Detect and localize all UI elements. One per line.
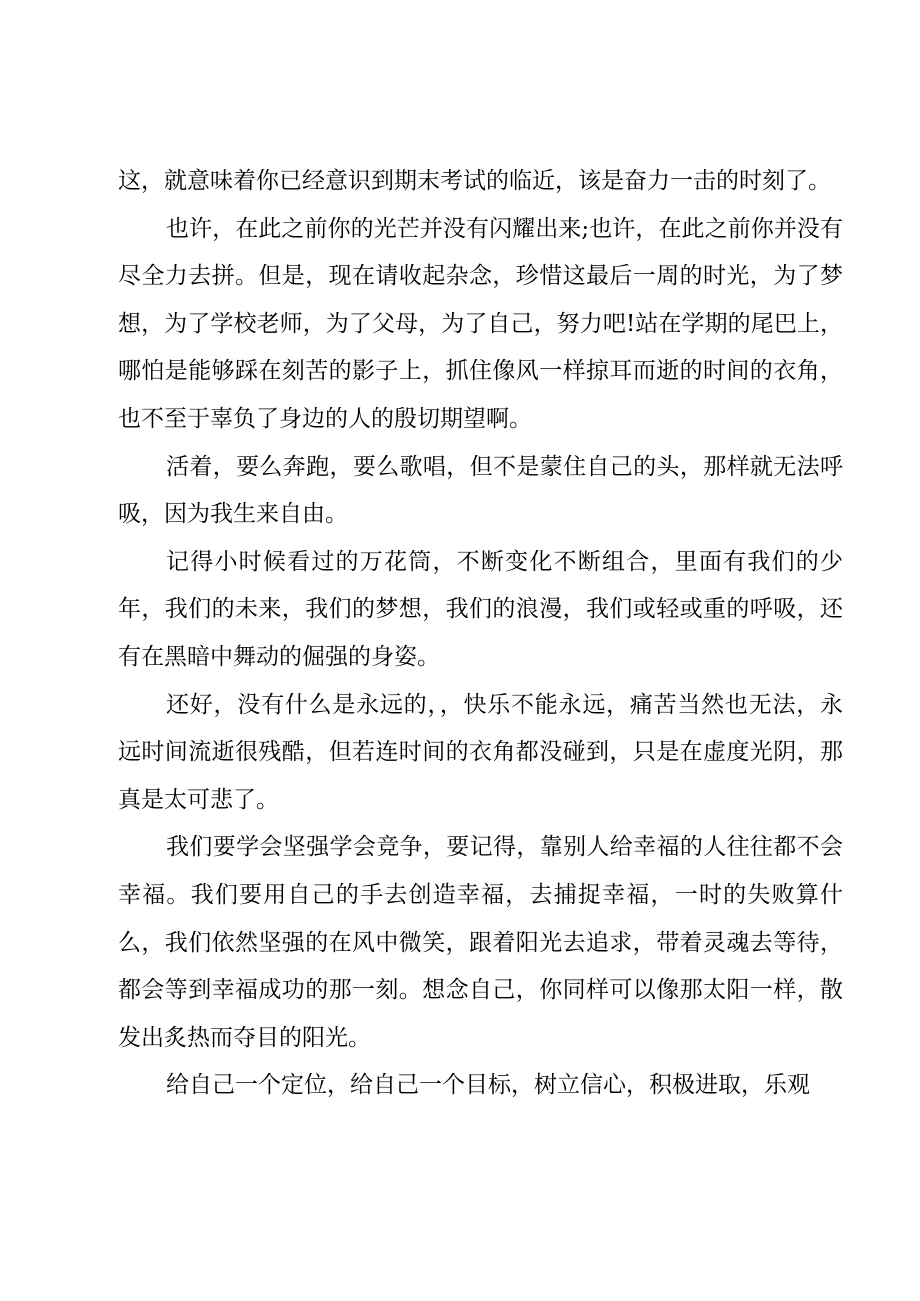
paragraph-6: 我们要学会坚强学会竞争，要记得，靠别人给幸福的人往往都不会幸福。我们要用自己的手去创造幸福，去捕捉幸福，一时的失败算什么，我们依然坚强的在风中微笑，跟着阳光去追求，带着灵魂去等待，都会等到幸福成功的那一刻。想念自己，你同样可以像那太阳一样，散发出炙热而夺目的阳光。	[118, 834, 843, 1051]
paragraph-7: 给自己一个定位，给自己一个目标，树立信心，积极进取，乐观	[166, 1072, 810, 1099]
paragraph-5: 还好，没有什么是永远的，，快乐不能永远，痛苦当然也无法，永远时间流逝很残酷，但若连时间的衣角都没碰到，只是在虚度光阴，那真是太可悲了。	[118, 691, 843, 813]
paragraph-3: 活着，要么奔跑，要么歌唱，但不是蒙住自己的头，那样就无法呼吸，因为我生来自由。	[118, 453, 843, 528]
paragraph-2: 也许，在此之前你的光芒并没有闪耀出来;也许，在此之前你并没有尽全力去拼。但是，现在请收起杂念，珍惜这最后一周的时光，为了梦想，为了学校老师，为了父母，为了自己，努力吧!站在学期的尾巴上，哪怕是能够踩在刻苦的影子上，抓住像风一样掠耳而逝的时间的衣角，也不至于辜负了身边的人的殷切期望啊。	[118, 215, 843, 432]
paragraph-1: 这，就意味着你已经意识到期末考试的临近，该是奋力一击的时刻了。	[118, 168, 831, 194]
paragraph-4: 记得小时候看过的万花筒，不断变化不断组合，里面有我们的少年，我们的未来，我们的梦想，我们的浪漫，我们或轻或重的呼吸，还有在黑暗中舞动的倔强的身姿。	[118, 548, 843, 670]
document-page	[118, 158, 843, 1110]
